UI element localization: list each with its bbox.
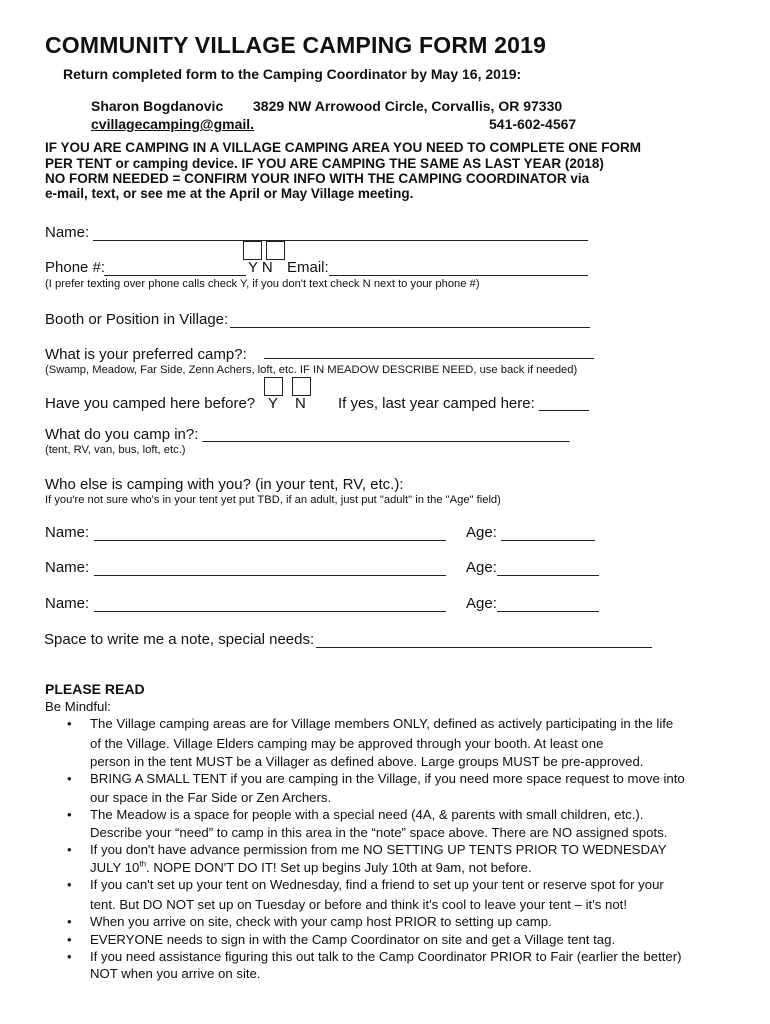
- camp-in-label: What do you camp in?: ____________________________________________: [45, 426, 570, 443]
- rule-line: of the Village. Village Elders camping may be approved through your booth. At least one: [90, 736, 604, 751]
- companion-3-age-field[interactable]: [497, 611, 599, 612]
- rule-line: • EVERYONE needs to sign in with the Camp Coordinator on site and get a Village tent tag.: [90, 932, 616, 947]
- rules-section: [45, 698, 735, 982]
- note-field[interactable]: [316, 647, 652, 648]
- rule-line: NOT when you arrive on site.: [90, 966, 261, 981]
- rule-item: [45, 876, 735, 913]
- rule-line: person in the tent MUST be a Villager as defined above. Large groups MUST be pre-approved.: [90, 754, 644, 769]
- notice-line-1: IF YOU ARE CAMPING IN A VILLAGE CAMPING AREA YOU NEED TO COMPLETE ONE FORM: [45, 140, 642, 155]
- rule-item: [45, 770, 735, 806]
- companion-2-age-field[interactable]: [497, 575, 599, 576]
- coordinator-name: Sharon Bogdanovic: [91, 98, 224, 114]
- coordinator-email[interactable]: cvillagecamping@gmail.: [91, 116, 255, 132]
- rule-item: [45, 806, 735, 841]
- yn-label: Y N: [248, 259, 273, 276]
- phone-field[interactable]: [104, 275, 246, 276]
- return-instructions: Return completed form to the Camping Coordinator by May 16, 2019:: [63, 66, 522, 82]
- rule-line: • The Meadow is a space for people with a special need (4A, & parents with small children, etc.).: [90, 807, 644, 822]
- companion-1-age-field[interactable]: [501, 540, 595, 541]
- companions-label: Who else is camping with you? (in your tent, RV, etc.):: [45, 476, 404, 493]
- rule-item: [45, 931, 735, 948]
- preferred-camp-hint: (Swamp, Meadow, Far Side, Zenn Achers, loft, etc. IF IN MEADOW DESCRIBE NEED, use back if needed): [45, 364, 578, 376]
- rule-line: JULY 10th. NOPE DON'T DO IT! Set up begins July 10th at 9am, not before.: [90, 859, 532, 875]
- email-label: Email:: [287, 259, 329, 276]
- phone-hint: (I prefer texting over phone calls check Y, if you don't text check N next to your phone #): [45, 278, 480, 290]
- rule-line: • When you arrive on site, check with your camp host PRIOR to setting up camp.: [90, 914, 552, 929]
- camped-before-yes-checkbox[interactable]: [264, 377, 283, 396]
- text-no-checkbox[interactable]: [266, 241, 285, 260]
- name-field[interactable]: [93, 240, 588, 241]
- camp-in-hint: (tent, RV, van, bus, loft, etc.): [45, 444, 186, 456]
- notice-line-2: PER TENT or camping device. IF YOU ARE CAMPING THE SAME AS LAST YEAR (2018): [45, 156, 604, 171]
- rule-line: tent. But DO NOT set up on Tuesday or before and think it's cool to leave your tent – it's not!: [90, 897, 627, 912]
- preferred-camp-label: What is your preferred camp?:: [45, 346, 247, 363]
- coordinator-phone: 541-602-4567: [489, 116, 577, 132]
- companion-3-name-label: Name:: [45, 595, 90, 612]
- companion-2-age-label: Age:: [466, 559, 497, 576]
- text-yes-checkbox[interactable]: [243, 241, 262, 260]
- rule-line: our space in the Far Side or Zen Archers.: [90, 790, 332, 805]
- rule-item: [45, 715, 735, 770]
- camped-before-label: Have you camped here before?: [45, 395, 256, 412]
- rules-list: [45, 715, 735, 982]
- please-read-heading: PLEASE READ: [45, 681, 145, 697]
- name-label: Name:: [45, 224, 90, 241]
- rule-line: Describe your “need” to camp in this area in the “note” space above. There are NO assigned spots.: [90, 825, 668, 840]
- last-year-camp-label: If yes, last year camped here: ______: [338, 395, 589, 412]
- notice-line-3: NO FORM NEEDED = CONFIRM YOUR INFO WITH THE CAMPING COORDINATOR via: [45, 171, 590, 186]
- rule-line: • If you don't have advance permission from me NO SETTING UP TENTS PRIOR TO WEDNESDAY: [90, 842, 667, 857]
- companion-2-name-label: Name:: [45, 559, 90, 576]
- phone-label: Phone #:: [45, 259, 106, 276]
- notice-line-4: e-mail, text, or see me at the April or May Village meeting.: [45, 186, 414, 201]
- note-label: Space to write me a note, special needs:: [44, 631, 315, 648]
- be-mindful-label: Be Mindful:: [45, 699, 111, 714]
- companion-2-name-field[interactable]: [94, 575, 446, 576]
- email-field[interactable]: [329, 275, 588, 276]
- rule-line: • BRING A SMALL TENT if you are camping in the Village, if you need more space request to move into: [90, 771, 685, 786]
- preferred-camp-field[interactable]: [264, 358, 594, 359]
- rule-line: • If you can't set up your tent on Wednesday, find a friend to set up your tent or reserve spot for your: [90, 877, 664, 892]
- rule-line: • If you need assistance figuring this out talk to the Camp Coordinator PRIOR to Fair (earlier the better): [90, 949, 682, 964]
- booth-label: Booth or Position in Village:: [45, 311, 229, 328]
- booth-field[interactable]: [230, 327, 590, 328]
- coordinator-address: 3829 NW Arrowood Circle, Corvallis, OR 97330: [253, 98, 563, 114]
- companion-1-age-label: Age:: [466, 524, 497, 541]
- rule-item: [45, 841, 735, 876]
- rule-line: • The Village camping areas are for Village members ONLY, defined as actively participating in the life: [90, 716, 674, 731]
- form-title: COMMUNITY VILLAGE CAMPING FORM 2019: [45, 32, 547, 58]
- camped-before-y: Y: [268, 395, 279, 412]
- camped-before-n: N: [295, 395, 306, 412]
- companions-hint: If you're not sure who's in your tent yet put TBD, if an adult, just put "adult" in the "Age" field): [45, 494, 501, 506]
- rule-item: [45, 913, 735, 930]
- companion-1-name-field[interactable]: [94, 540, 446, 541]
- rule-item: [45, 948, 735, 982]
- companion-3-name-field[interactable]: [94, 611, 446, 612]
- camped-before-no-checkbox[interactable]: [292, 377, 311, 396]
- companion-3-age-label: Age:: [466, 595, 497, 612]
- companion-1-name-label: Name:: [45, 524, 90, 541]
